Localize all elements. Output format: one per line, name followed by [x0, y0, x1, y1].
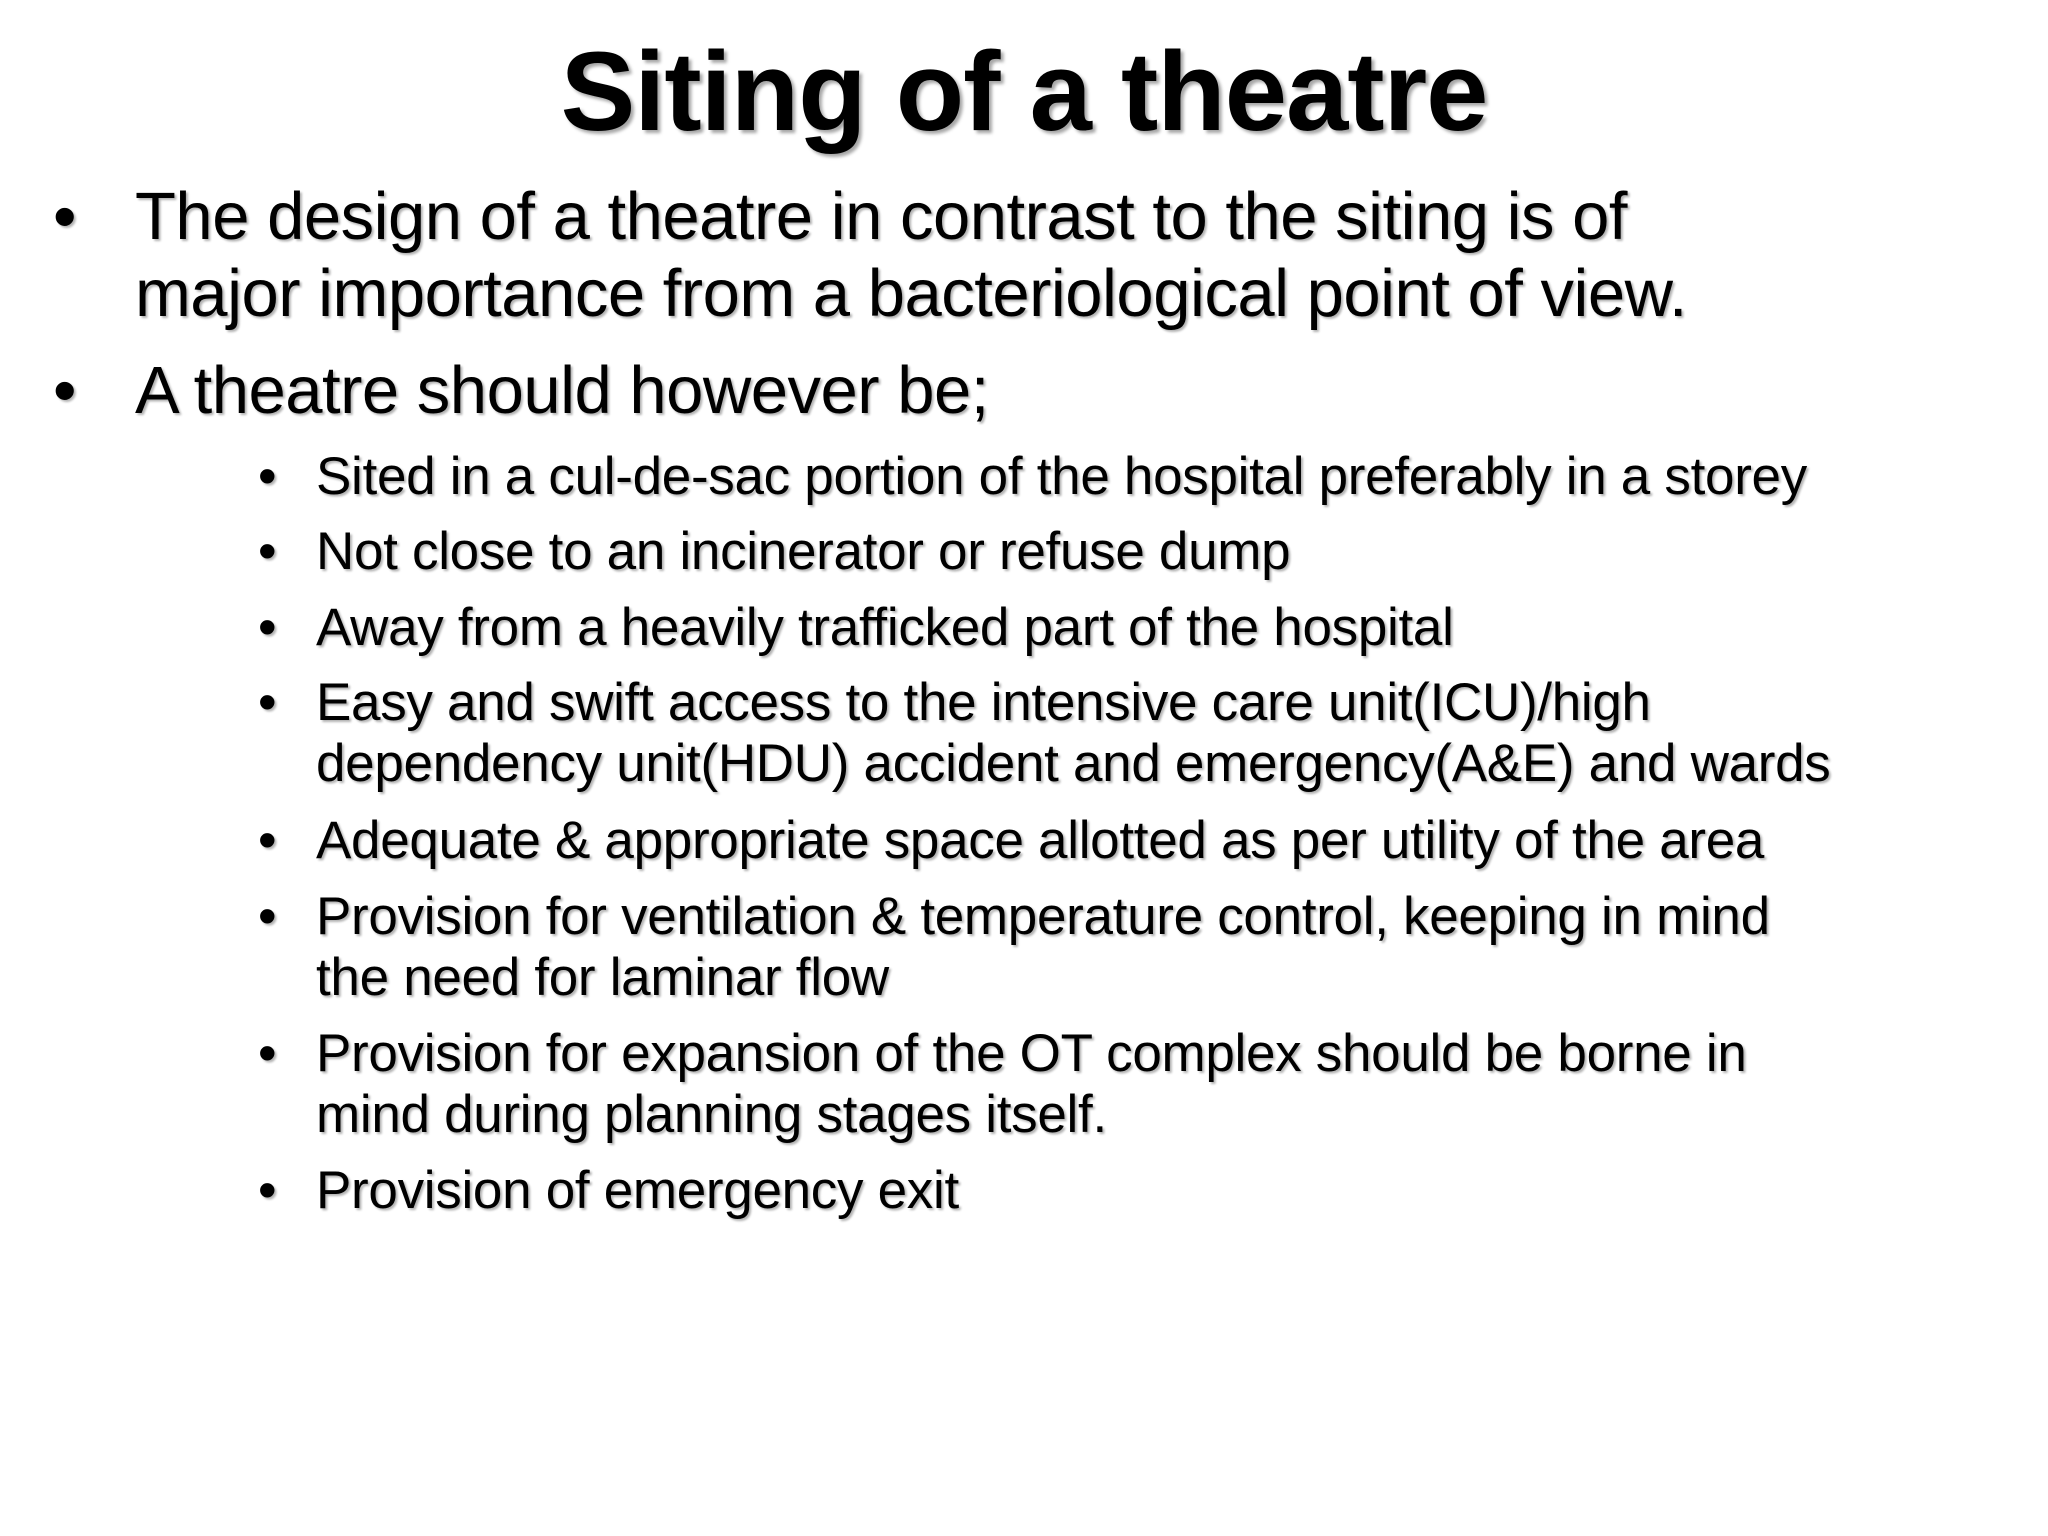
sub-bullet-item-expansion: [258, 1023, 2016, 1145]
bullet-point: •: [53, 353, 76, 428]
bullet-text-line: Easy and swift access to the intensive care unit(ICU)/high: [316, 673, 1651, 732]
bullet-text-line: major importance from a bacteriological point of view.: [135, 256, 1687, 331]
bullet-text-line: Adequate & appropriate space allotted as per utility of the area: [316, 811, 1765, 870]
bullet-point: •: [258, 447, 277, 506]
bullet-text-line: Provision for expansion of the OT complex should be borne in: [316, 1024, 1747, 1083]
bullet-text-line: Sited in a cul-de-sac portion of the hospital preferably in a storey: [316, 447, 1807, 506]
bullet-point: •: [258, 887, 277, 946]
bullet-point: •: [258, 1024, 277, 1083]
bullet-point: •: [258, 1161, 277, 1220]
bullet-text-line: Provision for ventilation & temperature control, keeping in mind: [316, 887, 1770, 946]
bullet-item-theatre-should-be: [53, 352, 2015, 429]
sub-bullet-item-emergency-exit: [258, 1160, 2016, 1221]
bullet-text-line: the need for laminar flow: [316, 948, 889, 1007]
bullet-point: •: [258, 673, 277, 732]
slide-title: Siting of a theatre: [560, 29, 1488, 154]
bullet-point: •: [258, 522, 277, 581]
sub-bullet-item-traffic: [258, 597, 2016, 658]
bullet-text-line: Not close to an incinerator or refuse dump: [316, 522, 1291, 581]
bullet-item-design: [53, 178, 2015, 332]
bullet-text-line: Away from a heavily trafficked part of the hospital: [316, 598, 1454, 657]
sub-bullet-item-space: [258, 810, 2016, 871]
bullet-text-line: dependency unit(HDU) accident and emergency(A&E) and wards: [316, 734, 1831, 793]
bullet-text-line: A theatre should however be;: [135, 353, 989, 428]
sub-bullet-item-access: [258, 672, 2016, 794]
sub-bullet-item-ventilation: [258, 886, 2016, 1008]
bullet-point: •: [258, 811, 277, 870]
bullet-point: •: [53, 179, 76, 254]
sub-bullet-item-incinerator: [258, 521, 2016, 582]
bullet-point: •: [258, 598, 277, 657]
bullet-text-line: The design of a theatre in contrast to the siting is of: [135, 179, 1628, 254]
sub-bullet-item-cul-de-sac: [258, 446, 2016, 507]
bullet-text-line: Provision of emergency exit: [316, 1161, 959, 1220]
bullet-text-line: mind during planning stages itself.: [316, 1085, 1107, 1144]
